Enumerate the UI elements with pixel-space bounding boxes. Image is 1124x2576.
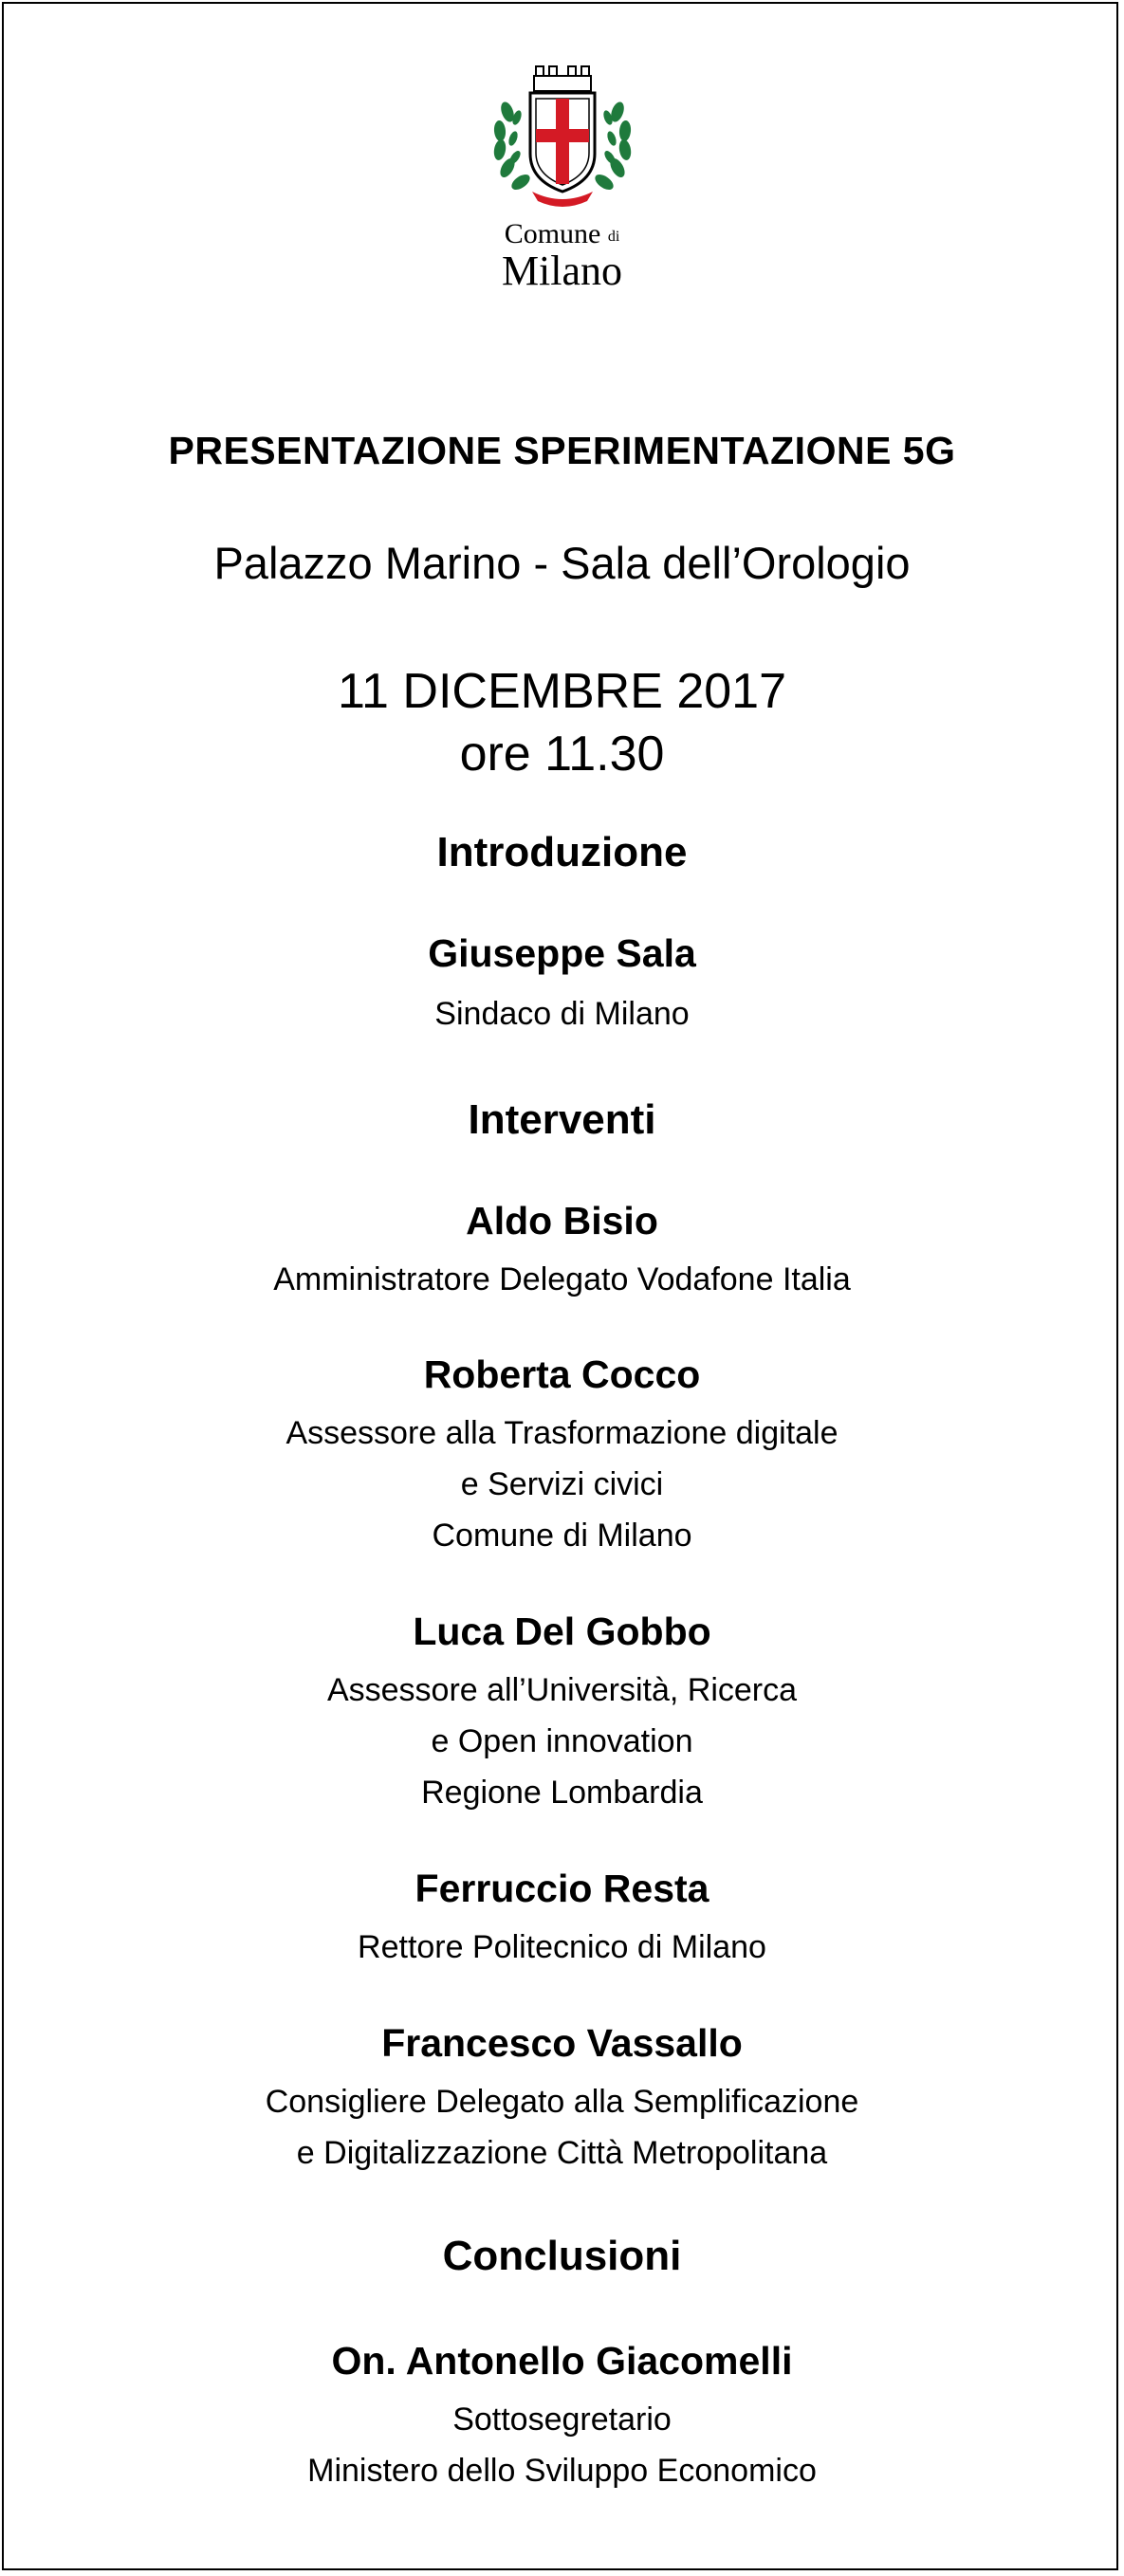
speaker-name: Luca Del Gobbo — [413, 1610, 711, 1653]
speaker-name: Ferruccio Resta — [415, 1867, 709, 1910]
logo-text-milano: Milano — [501, 248, 623, 294]
speaker-role — [0, 1665, 1124, 1818]
speaker-role-line: e Open innovation — [431, 1723, 693, 1759]
speaker-role-line: Comune di Milano — [432, 1518, 692, 1554]
speaker-role — [0, 1408, 1124, 1561]
speaker-name: Roberta Cocco — [423, 1352, 701, 1396]
section-heading-closing: Conclusioni — [442, 2233, 682, 2279]
logo-text-comune: Comune — [504, 218, 601, 249]
speaker-name: Aldo Bisio — [466, 1199, 658, 1242]
section-heading-intro: Introduzione — [436, 829, 688, 875]
speaker-role-line: Regione Lombardia — [421, 1775, 703, 1811]
speaker-role-line: Ministero dello Sviluppo Economico — [307, 2453, 817, 2489]
event-venue: Palazzo Marino - Sala dell’Orologio — [213, 538, 911, 588]
event-date: 11 DICEMBRE 2017 — [337, 664, 787, 719]
event-date-time — [0, 660, 1124, 785]
speaker-role-line: Assessore all’Università, Ricerca — [326, 1672, 798, 1708]
event-title: PRESENTAZIONE SPERIMENTAZIONE 5G — [168, 429, 956, 472]
speaker-role-line: Sindaco di Milano — [434, 996, 690, 1032]
speaker-role — [0, 2394, 1124, 2496]
speaker-role-line: Assessore alla Trasformazione digitale — [286, 1415, 838, 1451]
speaker-role-line: Sottosegretario — [452, 2401, 672, 2438]
speaker-role-line: Rettore Politecnico di Milano — [358, 1929, 766, 1965]
section-heading-talks: Interventi — [468, 1096, 656, 1143]
speaker-role — [0, 2076, 1124, 2179]
speaker-role-line: Consigliere Delegato alla Semplificazione — [265, 2084, 859, 2120]
coat-of-arms-icon — [487, 63, 638, 214]
speaker-role-line: e Digitalizzazione Città Metropolitana — [296, 2135, 828, 2171]
speaker-role — [0, 1254, 1124, 1305]
speaker-name: On. Antonello Giacomelli — [331, 2339, 793, 2383]
speaker-role — [0, 988, 1124, 1040]
logo-text-di: di — [607, 229, 620, 245]
speaker-name: Giuseppe Sala — [428, 931, 696, 975]
speaker-role — [0, 1922, 1124, 1973]
speaker-name: Francesco Vassallo — [381, 2021, 743, 2065]
comune-di-milano-logo — [0, 63, 1124, 292]
speaker-role-line: e Servizi civici — [460, 1466, 664, 1502]
speaker-role-line: Amministratore Delegato Vodafone Italia — [273, 1261, 851, 1297]
event-time: ore 11.30 — [459, 727, 665, 782]
